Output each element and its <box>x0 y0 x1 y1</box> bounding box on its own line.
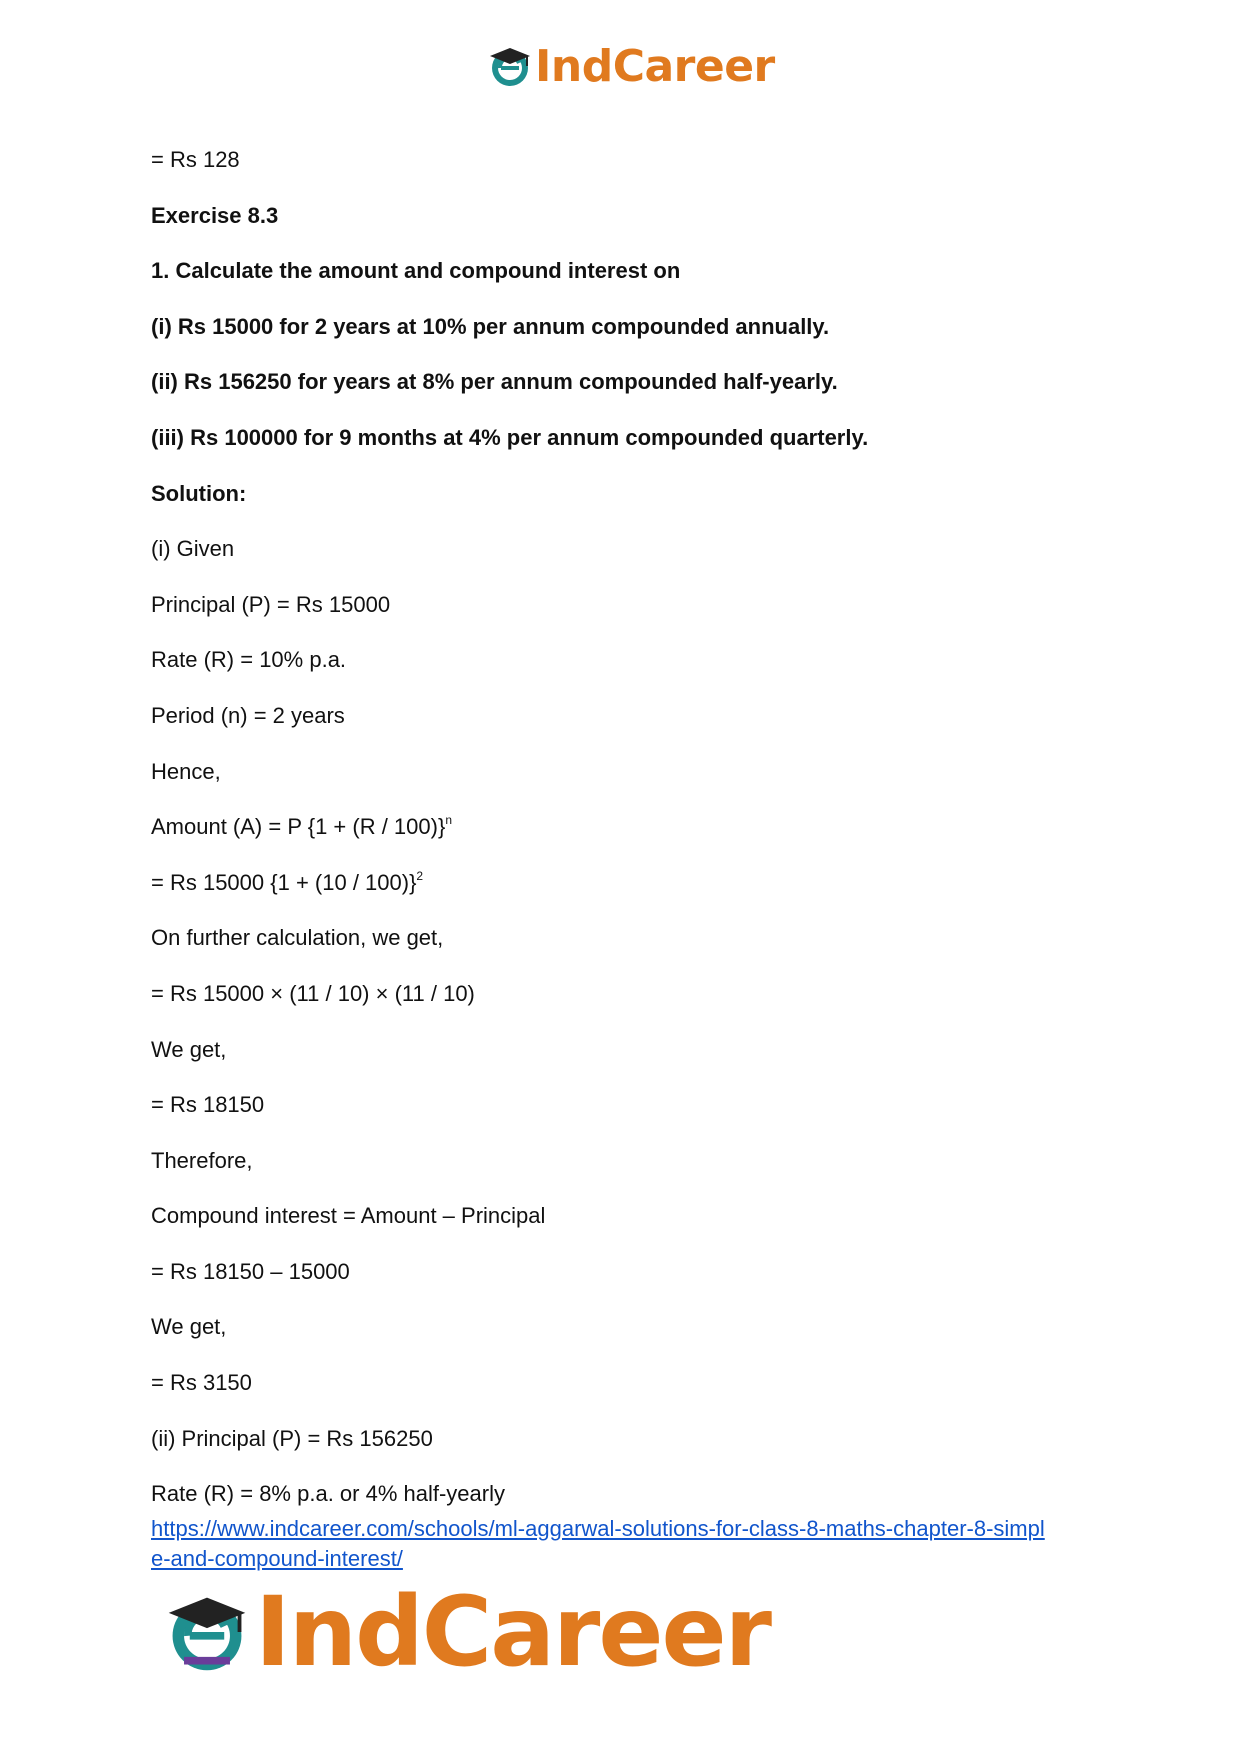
header-logo <box>487 42 775 90</box>
line-text: (i) Given <box>151 536 235 562</box>
text-line <box>151 480 1111 508</box>
text-line <box>151 869 1111 897</box>
brand-name: IndCareer <box>255 1576 770 1688</box>
line-text: 1. Calculate the amount and compound interest on <box>151 258 681 284</box>
line-text: Exercise 8.3 <box>151 202 279 228</box>
text-line <box>151 1369 1111 1397</box>
text-line <box>151 1313 1111 1341</box>
text-line <box>151 1258 1111 1286</box>
line-text: = Rs 128 <box>151 147 240 172</box>
text-line <box>151 146 1111 174</box>
text-line <box>151 646 1111 674</box>
line-text: Hence, <box>151 758 221 784</box>
line-text: We get, <box>151 1314 227 1340</box>
graduation-globe-icon <box>163 1588 251 1676</box>
graduation-globe-icon <box>487 43 533 89</box>
line-text: Solution: <box>151 480 247 506</box>
text-line <box>151 813 1111 841</box>
source-link-line-1[interactable]: https://www.indcareer.com/schools/ml-aggarwal-solutions-for-class-8-maths-chapter-8-simpl <box>151 1516 1045 1541</box>
line-text: = Rs 18150 <box>151 1092 265 1118</box>
line-text: Compound interest = Amount – Principal <box>151 1203 546 1229</box>
text-line <box>151 313 1111 341</box>
line-text: Principal (P) = Rs 15000 <box>151 591 391 617</box>
line-text: = Rs 3150 <box>151 1370 252 1396</box>
line-text: Amount (A) = P {1 + (R / 100)} <box>151 814 446 840</box>
text-line <box>151 1036 1111 1064</box>
text-line <box>151 702 1111 730</box>
text-line <box>151 202 1111 230</box>
text-line <box>151 758 1111 786</box>
line-text: = Rs 18150 – 15000 <box>151 1258 350 1284</box>
line-text: = Rs 15000 {1 + (10 / 100)} <box>151 869 417 895</box>
source-link-line-2[interactable]: e-and-compound-interest/ <box>151 1546 403 1571</box>
line-text: Rate (R) = 10% p.a. <box>151 647 347 673</box>
text-line <box>151 1480 1111 1508</box>
text-line <box>151 424 1111 452</box>
line-text: (i) Rs 15000 for 2 years at 10% per annum compounded annually. <box>151 313 830 339</box>
text-line <box>151 535 1111 563</box>
line-text: We get, <box>151 1036 227 1062</box>
text-line <box>151 1202 1111 1230</box>
line-text: (ii) Principal (P) = Rs 156250 <box>151 1425 433 1451</box>
exponent: 2 <box>416 868 424 883</box>
text-line <box>151 980 1111 1008</box>
text-line <box>151 1091 1111 1119</box>
text-line <box>151 591 1111 619</box>
line-text: Period (n) = 2 years <box>151 702 345 728</box>
text-line <box>151 257 1111 285</box>
document-body <box>151 146 1111 1536</box>
line-text: Therefore, <box>151 1147 253 1173</box>
text-line <box>151 368 1111 396</box>
brand-name: IndCareer <box>535 40 775 92</box>
line-text: (ii) Rs 156250 for years at 8% per annum compounded half-yearly. <box>151 369 838 395</box>
text-line <box>151 1425 1111 1453</box>
line-text: Rate (R) = 8% p.a. or 4% half-yearly <box>151 1481 505 1507</box>
exponent: n <box>445 813 452 828</box>
footer-logo <box>163 1576 770 1688</box>
line-text: (iii) Rs 100000 for 9 months at 4% per annum compounded quarterly. <box>151 424 869 450</box>
text-line <box>151 1147 1111 1175</box>
source-link[interactable] <box>151 1514 1111 1574</box>
line-text: = Rs 15000 × (11 / 10) × (11 / 10) <box>151 980 475 1006</box>
text-line <box>151 924 1111 952</box>
line-text: On further calculation, we get, <box>151 925 444 951</box>
